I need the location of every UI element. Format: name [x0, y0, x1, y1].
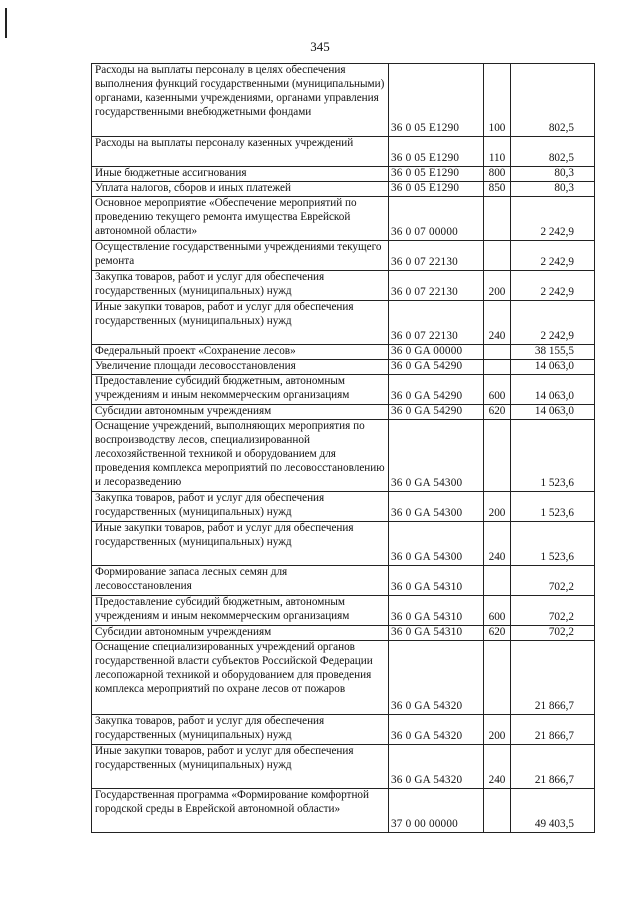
- row-name: Закупка товаров, работ и услуг для обеспечения государственных (муниципальных) нужд: [92, 715, 389, 745]
- row-code: 36 0 07 22130: [389, 271, 484, 301]
- row-expense-type: 110: [484, 137, 511, 167]
- row-amount: 702,2: [511, 626, 595, 641]
- row-expense-type: 850: [484, 182, 511, 197]
- table-row: [92, 420, 595, 492]
- row-expense-type: 620: [484, 626, 511, 641]
- table-row: [92, 522, 595, 566]
- row-amount: 2 242,9: [511, 241, 595, 271]
- row-amount: 80,3: [511, 182, 595, 197]
- row-name: Расходы на выплаты персоналу казенных учреждений: [92, 137, 389, 167]
- row-expense-type: 200: [484, 492, 511, 522]
- row-code: 36 0 GA 54310: [389, 596, 484, 626]
- table-row: [92, 715, 595, 745]
- row-name: Оснащение учреждений, выполняющих мероприятия по воспроизводству лесов, специализированной лесохозяйственной техникой и оборудованием для проведения комплекса мероприятий по лесовосстановлению и лесоразведению: [92, 420, 389, 492]
- row-code: 36 0 GA 00000: [389, 345, 484, 360]
- row-name: Осуществление государственными учреждениями текущего ремонта: [92, 241, 389, 271]
- row-name: Субсидии автономным учреждениям: [92, 626, 389, 641]
- table-row: [92, 566, 595, 596]
- row-expense-type: [484, 420, 511, 492]
- table-row: [92, 745, 595, 789]
- row-expense-type: 240: [484, 522, 511, 566]
- table-row: [92, 641, 595, 715]
- scan-edge-mark: [5, 8, 7, 38]
- table-row: [92, 405, 595, 420]
- row-code: 36 0 05 Е1290: [389, 167, 484, 182]
- row-amount: 702,2: [511, 596, 595, 626]
- row-amount: 14 063,0: [511, 375, 595, 405]
- row-code: 36 0 07 00000: [389, 197, 484, 241]
- row-name: Предоставление субсидий бюджетным, автономным учреждениям и иным некоммерческим организациям: [92, 596, 389, 626]
- row-name: Предоставление субсидий бюджетным, автономным учреждениям и иным некоммерческим организациям: [92, 375, 389, 405]
- row-code: 36 0 GA 54290: [389, 375, 484, 405]
- table-row: [92, 167, 595, 182]
- table-row: [92, 596, 595, 626]
- row-amount: 14 063,0: [511, 360, 595, 375]
- row-code: 37 0 00 00000: [389, 789, 484, 833]
- table-row: [92, 64, 595, 137]
- table-row: [92, 182, 595, 197]
- row-code: 36 0 05 Е1290: [389, 137, 484, 167]
- row-code: 36 0 GA 54320: [389, 715, 484, 745]
- row-expense-type: 200: [484, 715, 511, 745]
- row-code: 36 0 05 Е1290: [389, 64, 484, 137]
- row-code: 36 0 07 22130: [389, 301, 484, 345]
- table-row: [92, 241, 595, 271]
- row-name: Государственная программа «Формирование комфортной городской среды в Еврейской автономной области»: [92, 789, 389, 833]
- row-expense-type: 100: [484, 64, 511, 137]
- budget-table: [91, 63, 595, 833]
- row-expense-type: 240: [484, 301, 511, 345]
- row-amount: 702,2: [511, 566, 595, 596]
- row-amount: 21 866,7: [511, 745, 595, 789]
- row-name: Иные закупки товаров, работ и услуг для обеспечения государственных (муниципальных) нужд: [92, 301, 389, 345]
- row-name: Увеличение площади лесовосстановления: [92, 360, 389, 375]
- row-code: 36 0 GA 54290: [389, 360, 484, 375]
- row-amount: 802,5: [511, 64, 595, 137]
- row-amount: 1 523,6: [511, 522, 595, 566]
- row-name: Уплата налогов, сборов и иных платежей: [92, 182, 389, 197]
- row-code: 36 0 GA 54300: [389, 522, 484, 566]
- row-name: Субсидии автономным учреждениям: [92, 405, 389, 420]
- row-amount: 1 523,6: [511, 492, 595, 522]
- row-amount: 2 242,9: [511, 271, 595, 301]
- row-name: Оснащение специализированных учреждений органов государственной власти субъектов Российской Федерации лесопожарной техникой и оборудованием для проведения комплекса мероприятий по охране лесов от пожаров: [92, 641, 389, 715]
- table-row: [92, 137, 595, 167]
- row-name: Закупка товаров, работ и услуг для обеспечения государственных (муниципальных) нужд: [92, 271, 389, 301]
- table-row: [92, 360, 595, 375]
- row-expense-type: [484, 566, 511, 596]
- row-name: Основное мероприятие «Обеспечение мероприятий по проведению текущего ремонта имущества Еврейской автономной области»: [92, 197, 389, 241]
- row-code: 36 0 GA 54310: [389, 566, 484, 596]
- row-code: 36 0 GA 54320: [389, 641, 484, 715]
- row-code: 36 0 GA 54300: [389, 492, 484, 522]
- table-row: [92, 375, 595, 405]
- table-row: [92, 301, 595, 345]
- row-expense-type: 240: [484, 745, 511, 789]
- row-amount: 802,5: [511, 137, 595, 167]
- row-code: 36 0 05 Е1290: [389, 182, 484, 197]
- row-expense-type: 200: [484, 271, 511, 301]
- row-code: 36 0 GA 54300: [389, 420, 484, 492]
- table-row: [92, 197, 595, 241]
- row-name: Формирование запаса лесных семян для лесовосстановления: [92, 566, 389, 596]
- row-expense-type: [484, 345, 511, 360]
- table-row: [92, 789, 595, 833]
- row-amount: 2 242,9: [511, 197, 595, 241]
- row-expense-type: [484, 360, 511, 375]
- row-amount: 38 155,5: [511, 345, 595, 360]
- page-number: 345: [310, 39, 330, 54]
- row-name: Иные бюджетные ассигнования: [92, 167, 389, 182]
- table-row: [92, 492, 595, 522]
- row-amount: 21 866,7: [511, 715, 595, 745]
- row-expense-type: [484, 641, 511, 715]
- row-code: 36 0 GA 54290: [389, 405, 484, 420]
- row-expense-type: 600: [484, 375, 511, 405]
- table-row: [92, 345, 595, 360]
- table-row: [92, 626, 595, 641]
- row-name: Федеральный проект «Сохранение лесов»: [92, 345, 389, 360]
- row-name: Закупка товаров, работ и услуг для обеспечения государственных (муниципальных) нужд: [92, 492, 389, 522]
- row-name: Расходы на выплаты персоналу в целях обеспечения выполнения функций государственными (муниципальными) органами, казенными учреждениями, органами управления государственными внебюджетными фондами: [92, 64, 389, 137]
- row-expense-type: 600: [484, 596, 511, 626]
- row-expense-type: [484, 789, 511, 833]
- row-expense-type: [484, 197, 511, 241]
- row-expense-type: 800: [484, 167, 511, 182]
- row-amount: 49 403,5: [511, 789, 595, 833]
- row-expense-type: [484, 241, 511, 271]
- row-amount: 1 523,6: [511, 420, 595, 492]
- row-amount: 14 063,0: [511, 405, 595, 420]
- row-expense-type: 620: [484, 405, 511, 420]
- row-amount: 80,3: [511, 167, 595, 182]
- row-code: 36 0 07 22130: [389, 241, 484, 271]
- row-name: Иные закупки товаров, работ и услуг для обеспечения государственных (муниципальных) нужд: [92, 522, 389, 566]
- row-code: 36 0 GA 54310: [389, 626, 484, 641]
- row-amount: 2 242,9: [511, 301, 595, 345]
- row-amount: 21 866,7: [511, 641, 595, 715]
- row-code: 36 0 GA 54320: [389, 745, 484, 789]
- row-name: Иные закупки товаров, работ и услуг для обеспечения государственных (муниципальных) нужд: [92, 745, 389, 789]
- table-row: [92, 271, 595, 301]
